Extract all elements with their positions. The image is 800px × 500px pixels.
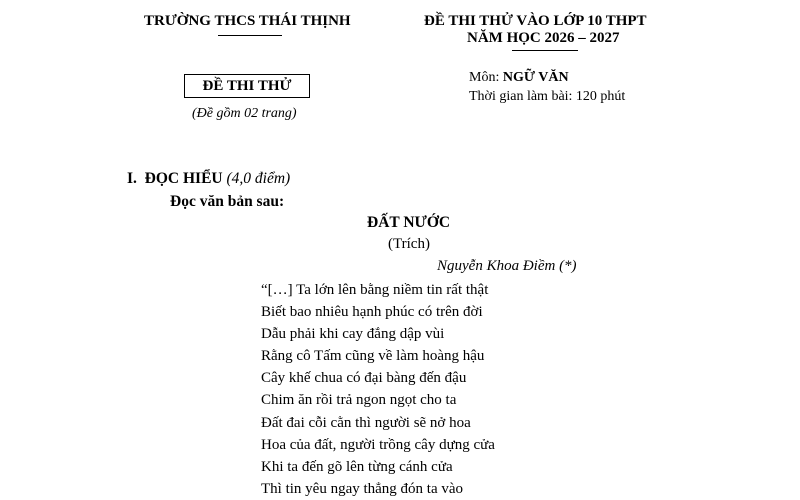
poem-line: Cây khế chua có đại bàng đến đậu [261,370,467,387]
read-instruction: Đọc văn bản sau: [170,193,285,210]
exam-year [467,30,620,47]
poem-line: Hoa của đất, người trồng cây dựng cửa [261,436,495,453]
exam-year-mid: HỌC 2026 [506,30,579,46]
school-name-underline [218,35,282,36]
poem-line: “[…] Ta lớn lên bằng niềm tin rất thật [261,282,489,298]
poem-body [261,279,495,500]
poem-line: Biết bao nhiêu hạnh phúc có trên đời [261,304,483,321]
subject-label: Môn: [469,70,503,85]
excerpt-note: (Trích) [388,236,430,252]
poem-line: Chim ăn rồi trả ngon ngọt cho ta [261,392,457,409]
pages-note: (Đề gồm 02 trang) [192,106,297,121]
school-name-mid: THCS THÁI [214,13,298,29]
exam-year-prefix: NĂM [467,30,507,46]
subject-value: NGỮ VĂN [502,70,569,85]
section-title: ĐỌC HIỂU [144,170,223,187]
subject-line [469,70,569,86]
exam-title: ĐỀ THI THỬ VÀO LỚP 10 THPT [424,13,647,29]
section-heading [127,170,290,188]
school-name-prefix: TRƯỜNG [144,13,215,29]
poem-line: Thì tin yêu ngay thẳng đón ta vào [261,480,464,497]
poem-author: Nguyễn Khoa Điềm (*) [437,258,577,274]
exam-year-underline [512,50,578,51]
exam-type-label: ĐỀ THI THỬ [202,77,292,94]
poem-line: Khi ta đến gõ lên từng cánh cửa [261,458,453,475]
poem-line: Rằng cô Tấm cũng về làm hoàng hậu [261,348,485,365]
exam-year-suffix: – 2027 [578,30,620,46]
section-points: (4,0 điểm) [226,170,291,187]
poem-line: Đất đai cỗi cằn thì người sẽ nở hoa [261,414,471,431]
school-name [144,13,351,30]
exam-type-badge [184,74,310,98]
poem-line: Dẫu phải khi cay đắng dập vùi [261,326,445,343]
section-numeral: I. [127,170,137,187]
poem-title: ĐẤT NƯỚC [367,214,451,231]
exam-duration: Thời gian làm bài: 120 phút [469,89,626,104]
school-name-suffix: THỊNH [297,13,351,29]
